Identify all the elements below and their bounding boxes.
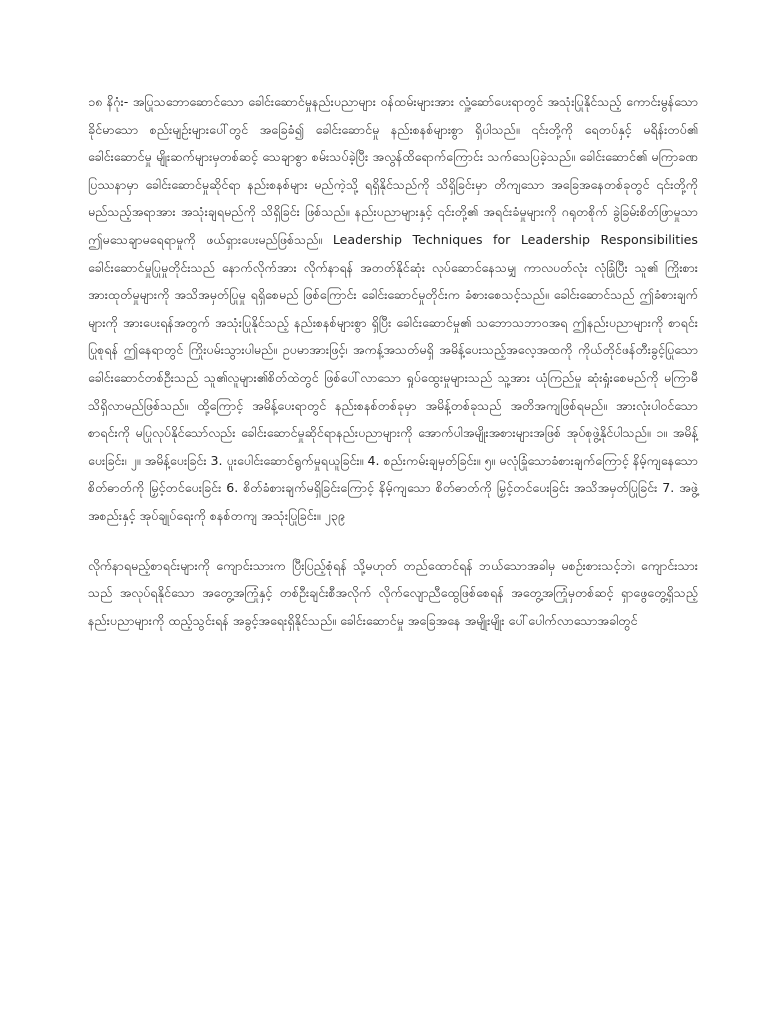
paragraph-conclusion: ၁၈ နိဂုံး- အပြုသဘောဆောင်သော ခေါင်းဆောင်မှုနည်းပညာများ ဝန်ထမ်းများအား လှုံ့ဆော်ပေးရာတွင် အသုံးပြုနိုင်သည့် ကောင်းမွန်သော ခိုင်မာသော စည်းမျဉ်းများပေါ်တွင် အခြေခံ၍ ခေါင်းဆောင်မှု နည်းစနစ်များစွာ ရှိပါသည်။ ၎င်းတို့ကို ရေတပ်နှင့် မရိန်းတပ်၏ ခေါင်းဆောင်မှု မျိုးဆက်များမှတစ်ဆင့် သေချာစွာ စမ်းသပ်ခဲ့ပြီး အလွန်ထိရောက်ကြောင်း သက်သေပြခဲ့သည်။ ခေါင်းဆောင်၏ မကြာခဏ ပြဿနာမှာ ခေါင်းဆောင်မှုဆိုင်ရာ နည်းစနစ်များ မည်ကဲ့သို့ ရရှိနိုင်သည်ကို သိရှိခြင်းမှာ တိကျသော အခြေအနေတစ်ခုတွင် ၎င်းတို့ကို မည်သည့်အရာအား အသုံးချရမည်ကို သိရှိခြင်း ဖြစ်သည်။ နည်းပညာများနှင့် ၎င်းတို့၏ အရင်းခံမှုများကို ဂရုတစိုက် ခွဲခြမ်းစိတ်ဖြာမှုသာ ဤမသေချာမရေရာမှုကို ဖယ်ရှားပေးမည်ဖြစ်သည်။ Leadership Techniques for Leadership Responsibilities ခေါင်းဆောင်မှုပြုမှုတိုင်းသည် နောက်လိုက်အား လိုက်နာရန် အတတ်နိုင်ဆုံး လုပ်ဆောင်နေသမျှ ကာလပတ်လုံး လုံခြုံပြီး သူ၏ ကြိုးစားအားထုတ်မှုများကို အသိအမှတ်ပြုမှု ရရှိစေမည် ဖြစ်ကြောင်း ခေါင်းဆောင်မှုတိုင်းက ခံစားစေသင့်သည်။ ခေါင်းဆောင်သည် ဤခံစားချက်များကို အားပေးရန်အတွက် အသုံးပြုနိုင်သည့် နည်းစနစ်များစွာ ရှိပြီး ခေါင်းဆောင်မှု၏ သဘောသဘာဝအရ ဤနည်းပညာများကို စာရင်းပြုစုရန် ဤနေရာတွင် ကြိုးပမ်းသွားပါမည်။ ဥပမာအားဖြင့်၊ အကန့်အသတ်မရှိ အမိန့်ပေးသည့်အလေ့အထကို ကိုယ်တိုင်ဖန်တီးခွင့်ပြုသော ခေါင်းဆောင်တစ်ဦးသည် သူ၏လူများ၏စိတ်ထဲတွင် ဖြစ်ပေါ်လာသော ရှုပ်ထွေးမှုများသည် သူ့အား ယုံကြည်မှု ဆုံးရှုံးစေမည်ကို မကြာမီ သိရှိလာမည်ဖြစ်သည်။ ထို့ကြောင့် အမိန့်ပေးရာတွင် နည်းစနစ်တစ်ခုမှာ အမိန့်တစ်ခုသည် အတိအကျဖြစ်ရမည်။ အားလုံးပါဝင်သောစာရင်းကို မပြုလုပ်နိုင်သော်လည်း ခေါင်းဆောင်မှုဆိုင်ရာနည်းပညာများကို အောက်ပါအမျိုးအစားများအဖြစ် အုပ်စုဖွဲ့နိုင်ပါသည်။ ၁။ အမိန့်ပေးခြင်း၊ ၂။ အမိန့်ပေးခြင်း 3. ပူးပေါင်းဆောင်ရွက်မှုရယူခြင်း။ 4. စည်းကမ်းချမှတ်ခြင်း။ ၅။ မလုံခြုံသောခံစားချက်ကြောင့် နိမ့်ကျနေသော စိတ်ဓာတ်ကို မြှင့်တင်ပေးခြင်း 6. စိတ်ခံစားချက်မရှိခြင်းကြောင့် နိမ့်ကျသော စိတ်ဓာတ်ကို မြှင့်တင်ပေးခြင်း အသိအမှတ်ပြုခြင်း 7. အဖွဲ့အစည်းနှင့် အုပ်ချုပ်ရေးကို စနစ်တကျ အသုံးပြုခြင်း။ ၂၃၉	[88, 94, 698, 523]
document-body	[88, 88, 698, 656]
paragraph-continuation: လိုက်နာရမည့်စာရင်းများကို ကျောင်းသားက ပြီးပြည့်စုံရန် သို့မဟုတ် တည်ထောင်ရန် ဘယ်သောအခါမှ မစဉ်းစားသင့်ဘဲ၊ ကျောင်းသားသည် အလုပ်ရနိုင်သော အတွေ့အကြုံနှင့် တစ်ဦးချင်းစီအလိုက် လိုက်လျောညီထွေဖြစ်စေရန် အတွေ့အကြုံမှတစ်ဆင့် ရှာဖွေတွေ့ရှိသည့် နည်းပညာများကို ထည့်သွင်းရန် အခွင့်အရေးရှိနိုင်သည်။ ခေါင်းဆောင်မှု အခြေအနေ အမျိုးမျိုး ပေါ်ပေါက်လာသောအခါတွင်	[88, 557, 698, 628]
